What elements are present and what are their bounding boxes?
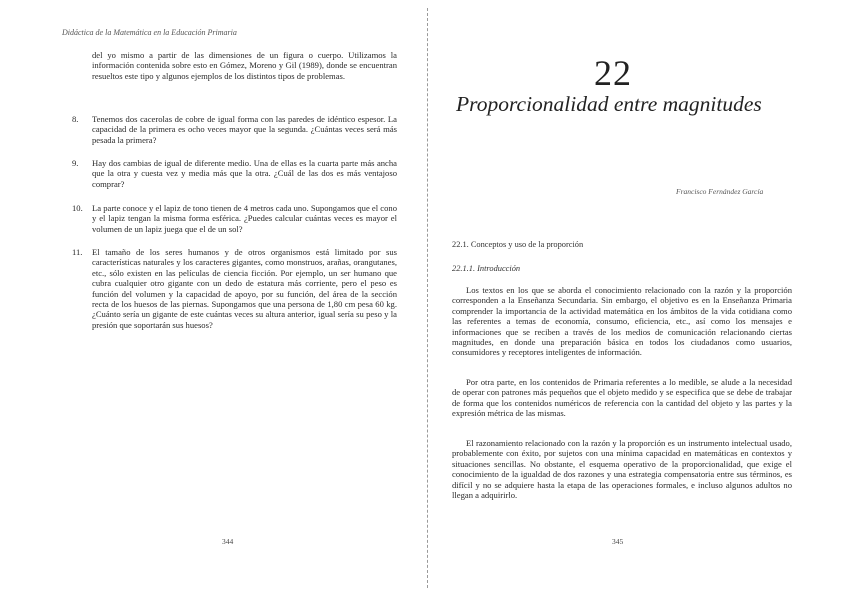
section-heading: 22.1. Conceptos y uso de la proporción [452, 240, 584, 249]
exercise-text: Tenemos dos cacerolas de cobre de igual forma con las paredes de idéntico espesor. La capacidad de la primera es ocho veces mayor que la segunda. ¿Cuántas veces será más pesada la primera? [92, 114, 397, 145]
paragraph: El razonamiento relacionado con la razón y la proporción es un instrumento intelectual usado, probablemente con éxito, por sujetos con una mínima capacidad en matemáticas en contextos y situaciones sencillas. No obstante, el esquema operativo de la proporcionalidad, que exige el conocimiento de la igualdad de dos razones y una estrategia compensatoria entre sus términos, es difícil y no se adquiere hasta la etapa de las operaciones formales, e incluso algunos adultos no llegan a adquirirlo. [452, 438, 792, 501]
running-head: Didáctica de la Matemática en la Educación Primaria [62, 28, 237, 37]
exercise-10 [72, 203, 397, 234]
chapter-number: 22 [594, 53, 632, 93]
left-page [0, 0, 420, 599]
chapter-author: Francisco Fernández García [676, 187, 764, 196]
exercise-text: La parte conoce y el lapiz de tono tienen de 4 metros cada uno. Supongamos que el cono y el lapiz tengan la misma forma esférica. ¿Puedes calcular cuántas veces es mayor el volumen de un lapiz juega que el de un sol? [92, 203, 397, 234]
paragraph: Los textos en los que se aborda el conocimiento relacionado con la razón y la proporción corresponden a la Enseñanza Secundaria. Sin embargo, el objetivo es en la Enseñanza Primaria comprender la importancia de la actividad matemática en los ámbitos de la vida cotidiana como las referentes a temas de economía, consumo, eficiencia, etc., así como los mensajes e informaciones que se reciben a través de los medios de comunicación relacionando ciertas magnitudes, en donde una preparación básica en todos los ciudadanos como usuarios, consumidores y receptores inteligentes de información. [452, 285, 792, 358]
exercise-11 [72, 247, 397, 330]
exercise-number: 10. [72, 203, 83, 213]
continuation-text: del yo mismo a partir de las dimensiones de un figura o cuerpo. Utilizamos la información contenida sobre esto en Gómez, Moreno y Gil (1989), donde se encuentran resueltos este tipo y algunos ejemplos de los distintos tipos de problemas. [92, 50, 397, 81]
exercise-number: 11. [72, 247, 83, 257]
paragraph: Por otra parte, en los contenidos de Primaria referentes a lo medible, se alude a la necesidad de operar con patrones más pequeños que el objeto medido y se especifica que se debe de trabajar de forma que los contenidos numéricos de referencia con la cantidad del objeto y las partes y la expresión métrica de las mismas. [452, 377, 792, 419]
page-number: 344 [222, 537, 234, 546]
exercise-text: El tamaño de los seres humanos y de otros organismos está limitado por sus características naturales y los caracteres gigantes, como monstruos, arañas, orangutanes, etc., sólo existen en las películas de ciencia ficción. Por ejemplo, un ser humano que cubra cualquier otro gigante con un dedo de estatura más corriente, pero el peso es función del volumen y la capacidad de apoyo, por su función, del área de la sección recta de los huesos de las piernas. Supongamos que una persona de 1,80 cm pesa 60 kg. ¿Cuánto sería un gigante de este cuántas veces su altura anterior, igual sería su peso y la presión que soportarán sus huesos? [92, 247, 397, 330]
exercise-9 [72, 158, 397, 189]
chapter-title: Proporcionalidad entre magnitudes [456, 92, 762, 116]
exercise-number: 9. [72, 158, 79, 168]
page-number: 345 [612, 537, 624, 546]
exercise-8 [72, 114, 397, 145]
subsection-heading: 22.1.1. Introducción [452, 264, 521, 273]
exercise-number: 8. [72, 114, 79, 124]
exercise-text: Hay dos cambias de igual de diferente medio. Una de ellas es la cuarta parte más ancha que la otra y cuesta vez y media más que la otra. ¿Cuál de las dos es más ventajoso comprar? [92, 158, 397, 189]
book-gutter [427, 8, 429, 588]
